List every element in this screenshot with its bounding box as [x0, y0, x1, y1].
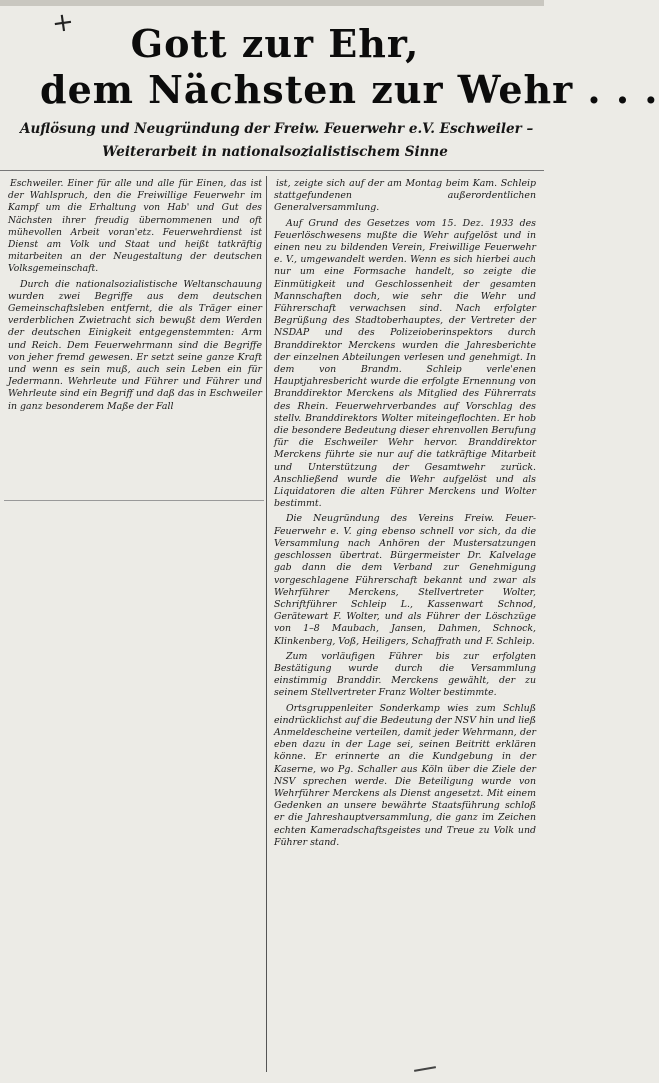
paragraph: Die Neugründung des Vereins Freiw. Feuer-Feuerwehr e. V. ging ebenso schnell vor sich, da die Versammlung nach Anhören der Mustersatzungen geschlossen übertrat. Bürgermeister Dr. Kalvelage gab dann die dem Verband zur Genehmigung vorgeschlagene Führerschaft bekannt und zwar als Wehrführer Merckens, Stellvertreter Wolter, Schriftführer Schleip L., Kassenwart Schnod, Gerätewart F. Wolter, und als Führer der Löschzüge von 1–8 Maubach, Jansen, Dahmen, Schnock, Klinkenberg, Voß, Heiligers, Schaffrath und F. Schleip. [274, 513, 536, 647]
subheadline-line-2: Weiterarbeit in nationalsozialistischem Sinne [102, 144, 448, 160]
article-column-left [8, 178, 262, 496]
headline-line-1: Gott zur Ehr, [130, 21, 420, 66]
subheadline-line-1: Auflösung und Neugründung der Freiw. Feuerwehr e.V. Eschweiler – [20, 121, 534, 137]
article-column-right [274, 178, 536, 1064]
headline-line-2: dem Nächsten zur Wehr . . . [40, 67, 659, 112]
paragraph: Auf Grund des Gesetzes vom 15. Dez. 1933 des Feuerlöschwesens mußte die Wehr aufgelöst und in einen neu zu bildenden Verein, Freiwillige Feuerwehr e. V., umgewandelt werden. Wenn es sich hierbei auch nur um eine Formsache handelt, so zeigte die Einmütigkeit und Geschlossenheit der gesamten Mannschaften doch, wie sehr die Wehr und Führerschaft verwachsen sind. Nach erfolgter Begrüßung des Stadtoberhauptes, der Vertreter der NSDAP und des Polizeioberinspektors durch Branddirektor Merckens wurden die Jahresberichte der einzelnen Abteilungen verlesen und genehmigt. In dem von Brandm. Schleip verle'enen Hauptjahresbericht wurde die erfolgte Ernennung von Branddirektor Merckens als Mitglied des Führerrats des Rhein. Feuerwehrverbandes auf Vorschlag des stellv. Branddirektors Wolter miteingeflochten. Er hob die besondere Bedeutung dieser ehrenvollen Berufung für die Eschweiler Wehr hervor. Branddirektor Merckens führte sie nur auf die tatkräftige Mitarbeit und Unterstützung der Gesamtwehr zurück. Anschließend wurde die Wehr aufgelöst und als Liquidatoren die alten Führer Merckens und Wolter bestimmt. [274, 217, 536, 510]
pen-stroke [414, 1066, 436, 1072]
paragraph: Durch die nationalsozialistische Weltanschauung wurden zwei Begriffe aus dem deutschen Gemeinschaftsleben entfernt, die als Träger einer verderblichen Zwietracht sich bewußt dem Werden der deutschen Einigkeit entgegenstemmten: Arm und Reich. Dem Feuerwehrmann sind die Begriffe von jeher fremd gewesen. Er setzt seine ganze Kraft und wenn es sein muß, auch sein Leben ein für Jedermann. Wehrleute und Führer und Führer und Wehrleute sind ein Begriff und daß das in Eschweiler in ganz besonderem Maße der Fall [8, 278, 262, 412]
left-column-end-rule [4, 500, 264, 501]
handwritten-mark: + [50, 6, 76, 40]
column-divider [266, 176, 267, 1072]
scan-edge [0, 0, 544, 6]
header-rule [0, 170, 544, 171]
paragraph: Zum vorläufigen Führer bis zur erfolgten Bestätigung wurde durch die Versammlung einstimmig Branddir. Merckens gewählt, der zu seinem Stellvertreter Franz Wolter bestimmte. [274, 650, 536, 699]
paragraph: Ortsgruppenleiter Sonderkamp wies zum Schluß eindrücklichst auf die Bedeutung der NSV hin und ließ Anmeldescheine verteilen, damit jeder Wehrmann, der eben dazu in der Lage sei, seinen Beitritt erklären könne. Er erinnerte an die Kundgebung in der Kaserne, wo Pg. Schaller aus Köln über die Ziele der NSV sprechen werde. Die Beteiligung wurde von Wehrführer Merckens als Dienst angesetzt. Mit einem Gedenken an unsere bewährte Staatsführung schloß er die Jahreshauptversammlung, die ganz im Zeichen echten Kameradschaftsgeistes und Treue zu Volk und Führer stand. [274, 702, 536, 848]
paragraph: Eschweiler. Einer für alle und alle für Einen, das ist der Wahlspruch, den die Freiwillige Feuerwehr im Kampf um die Erhaltung von Hab' und Gut des Nächsten ihrer freudig übernommenen und oft mühevollen Arbeit voran'etz. Feuerwehrdienst ist Dienst am Volk und Staat und heißt tatkräftig mitarbeiten an der Neugestaltung der deutschen Volksgemeinschaft. [8, 178, 262, 275]
paragraph: ist, zeigte sich auf der am Montag beim Kam. Schleip stattgefundenen außerordentlichen Generalversammlung. [274, 178, 536, 214]
